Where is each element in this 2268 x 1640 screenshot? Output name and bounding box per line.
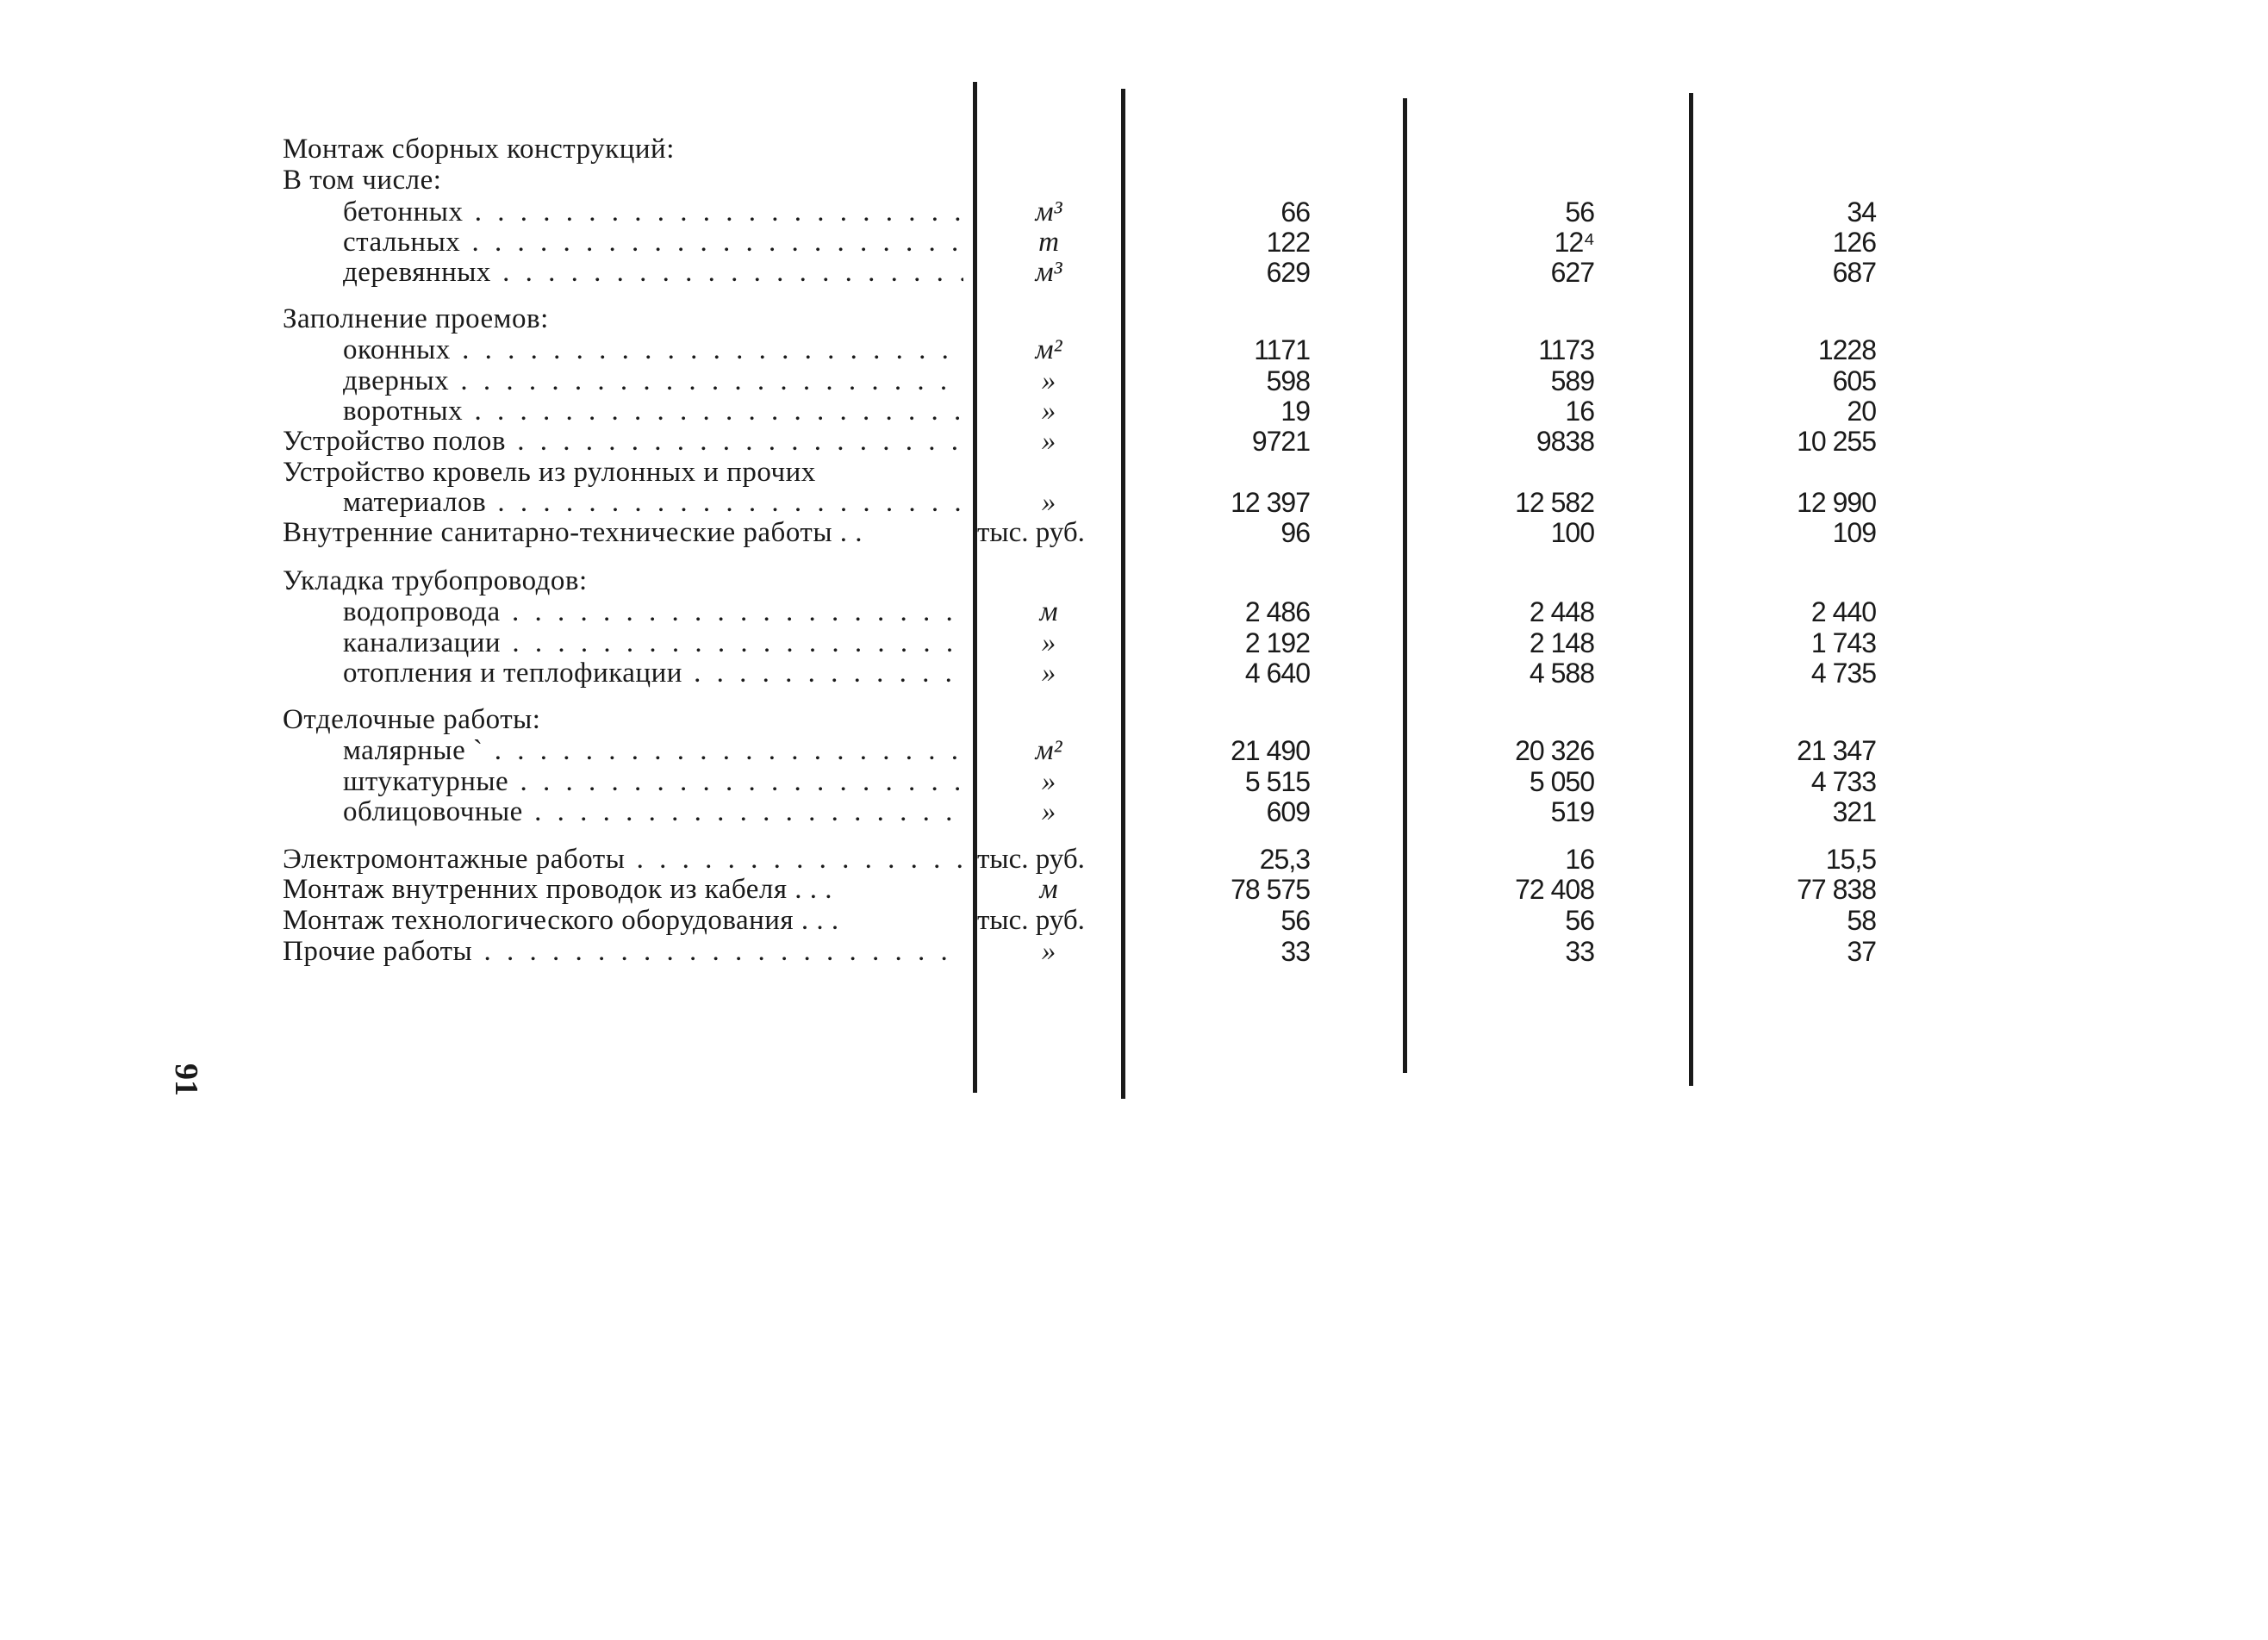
row-label: деревянных . . . bbox=[343, 257, 963, 288]
value-cell-col3: 58 bbox=[1847, 905, 1876, 936]
table-row bbox=[0, 227, 2268, 258]
row-unit: м bbox=[1039, 596, 1058, 627]
value-cell-col1: 66 bbox=[1280, 196, 1310, 228]
table-row bbox=[0, 844, 2268, 875]
row-label: Заполнение проемов: bbox=[283, 303, 549, 334]
value-cell-col2: 100 bbox=[1550, 517, 1594, 548]
row-label: малярные ` . . . bbox=[343, 735, 963, 766]
value-cell-col2: 20 326 bbox=[1515, 735, 1594, 766]
row-label: Монтаж сборных конструкций: bbox=[283, 134, 675, 165]
row-unit: м² bbox=[1035, 334, 1062, 365]
value-cell-col2: 12⁴ bbox=[1554, 227, 1594, 258]
value-cell-col2: 627 bbox=[1550, 257, 1594, 288]
value-cell-col3: 77 838 bbox=[1797, 874, 1876, 905]
value-cell-col3: 15,5 bbox=[1825, 844, 1876, 875]
table-row bbox=[0, 796, 2268, 827]
value-cell-col3: 37 bbox=[1847, 936, 1876, 967]
value-cell-col3: 20 bbox=[1847, 396, 1876, 427]
value-cell-col1: 56 bbox=[1280, 905, 1310, 936]
page-number: 91 bbox=[168, 1063, 204, 1096]
row-unit: м³ bbox=[1035, 196, 1062, 228]
value-cell-col1: 629 bbox=[1266, 257, 1310, 288]
row-label: канализации . . . bbox=[343, 627, 963, 658]
row-label: Укладка трубопроводов: bbox=[283, 565, 588, 596]
value-cell-col2: 2 148 bbox=[1529, 627, 1594, 658]
table-row bbox=[0, 257, 2268, 288]
table-row bbox=[0, 487, 2268, 518]
value-cell-col3: 687 bbox=[1832, 257, 1876, 288]
value-cell-col3: 10 255 bbox=[1797, 426, 1876, 457]
row-unit: » bbox=[1041, 766, 1056, 797]
row-unit: тыс. руб. bbox=[977, 905, 1085, 936]
row-unit: » bbox=[1041, 936, 1056, 967]
value-cell-col3: 21 347 bbox=[1797, 735, 1876, 766]
value-cell-col2: 56 bbox=[1565, 196, 1594, 228]
value-cell-col2: 1173 bbox=[1538, 334, 1594, 365]
row-label: воротных . . . bbox=[343, 396, 963, 427]
value-cell-col1: 2 486 bbox=[1244, 596, 1310, 627]
value-cell-col1: 2 192 bbox=[1244, 627, 1310, 658]
row-label: Монтаж технологического оборудования . . . bbox=[283, 905, 839, 936]
table-row bbox=[0, 457, 2268, 488]
value-cell-col2: 56 bbox=[1565, 905, 1594, 936]
row-label: материалов . . . bbox=[343, 487, 963, 518]
table-row bbox=[0, 766, 2268, 797]
value-cell-col3: 605 bbox=[1832, 365, 1876, 396]
table-row bbox=[0, 334, 2268, 365]
row-unit: » bbox=[1041, 796, 1056, 827]
table-row bbox=[0, 426, 2268, 457]
value-cell-col1: 33 bbox=[1280, 936, 1310, 967]
table-row bbox=[0, 303, 2268, 334]
row-unit: » bbox=[1041, 365, 1056, 396]
value-cell-col3: 1 743 bbox=[1810, 627, 1876, 658]
table-row bbox=[0, 936, 2268, 967]
value-cell-col2: 16 bbox=[1565, 396, 1594, 427]
value-cell-col1: 96 bbox=[1280, 517, 1310, 548]
value-cell-col2: 16 bbox=[1565, 844, 1594, 875]
value-cell-col1: 12 397 bbox=[1231, 487, 1310, 518]
value-cell-col2: 4 588 bbox=[1529, 658, 1594, 689]
row-unit: » bbox=[1041, 396, 1056, 427]
row-label: Устройство полов . . . bbox=[283, 426, 963, 457]
row-label: облицовочные . . . bbox=[343, 796, 963, 827]
table-row bbox=[0, 196, 2268, 228]
value-cell-col1: 4 640 bbox=[1244, 658, 1310, 689]
value-cell-col1: 9721 bbox=[1251, 426, 1310, 457]
row-label: Устройство кровель из рулонных и прочих bbox=[283, 457, 816, 488]
value-cell-col1: 598 bbox=[1266, 365, 1310, 396]
value-cell-col1: 1171 bbox=[1254, 334, 1310, 365]
table-row bbox=[0, 165, 2268, 196]
table-row bbox=[0, 704, 2268, 735]
row-unit: тыс. руб. bbox=[977, 844, 1085, 875]
value-cell-col2: 12 582 bbox=[1515, 487, 1594, 518]
table-row bbox=[0, 396, 2268, 427]
row-unit: тыс. руб. bbox=[977, 517, 1085, 548]
row-unit: » bbox=[1041, 658, 1056, 689]
value-cell-col2: 2 448 bbox=[1529, 596, 1594, 627]
table-row bbox=[0, 658, 2268, 689]
table-row bbox=[0, 596, 2268, 627]
row-label: бетонных . . . bbox=[343, 196, 963, 228]
table-row bbox=[0, 365, 2268, 396]
value-cell-col3: 321 bbox=[1832, 796, 1876, 827]
value-cell-col1: 122 bbox=[1266, 227, 1310, 258]
value-cell-col1: 5 515 bbox=[1244, 766, 1310, 797]
value-cell-col2: 589 bbox=[1550, 365, 1594, 396]
table-row bbox=[0, 735, 2268, 766]
value-cell-col2: 5 050 bbox=[1529, 766, 1594, 797]
value-cell-col3: 12 990 bbox=[1797, 487, 1876, 518]
row-label: стальных . . . bbox=[343, 227, 963, 258]
value-cell-col3: 1228 bbox=[1817, 334, 1876, 365]
value-cell-col1: 21 490 bbox=[1231, 735, 1310, 766]
value-cell-col3: 34 bbox=[1847, 196, 1876, 228]
value-cell-col1: 19 bbox=[1280, 396, 1310, 427]
value-cell-col1: 78 575 bbox=[1231, 874, 1310, 905]
row-unit: » bbox=[1041, 627, 1056, 658]
row-unit: м³ bbox=[1035, 257, 1062, 288]
row-label: оконных . . . bbox=[343, 334, 963, 365]
row-label: Монтаж внутренних проводок из кабеля . . . bbox=[283, 874, 833, 905]
value-cell-col1: 25,3 bbox=[1259, 844, 1310, 875]
row-label: Отделочные работы: bbox=[283, 704, 541, 735]
row-label: отопления и теплофикации . . . bbox=[343, 658, 963, 689]
row-label: В том числе: bbox=[283, 165, 442, 196]
row-unit: м² bbox=[1035, 735, 1062, 766]
row-unit: » bbox=[1041, 487, 1056, 518]
row-label: Внутренние санитарно-технические работы . . bbox=[283, 517, 863, 548]
row-unit: т bbox=[1038, 227, 1059, 258]
table-row bbox=[0, 627, 2268, 658]
row-label: Прочие работы . . . bbox=[283, 936, 963, 967]
table-row bbox=[0, 565, 2268, 596]
value-cell-col2: 9838 bbox=[1536, 426, 1594, 457]
row-label: водопровода . . . bbox=[343, 596, 963, 627]
row-label: Электромонтажные работы . . . bbox=[283, 844, 963, 875]
row-label: штукатурные . . . bbox=[343, 766, 963, 797]
row-unit: м bbox=[1039, 874, 1058, 905]
value-cell-col2: 33 bbox=[1565, 936, 1594, 967]
value-cell-col2: 519 bbox=[1550, 796, 1594, 827]
row-unit: » bbox=[1041, 426, 1056, 457]
value-cell-col3: 126 bbox=[1832, 227, 1876, 258]
value-cell-col3: 4 733 bbox=[1810, 766, 1876, 797]
table-row bbox=[0, 905, 2268, 936]
table-row bbox=[0, 874, 2268, 905]
table-row bbox=[0, 517, 2268, 548]
table-row bbox=[0, 134, 2268, 165]
value-cell-col3: 109 bbox=[1832, 517, 1876, 548]
row-label: дверных . . . bbox=[343, 365, 963, 396]
value-cell-col3: 2 440 bbox=[1810, 596, 1876, 627]
value-cell-col2: 72 408 bbox=[1515, 874, 1594, 905]
value-cell-col1: 609 bbox=[1266, 796, 1310, 827]
value-cell-col3: 4 735 bbox=[1810, 658, 1876, 689]
